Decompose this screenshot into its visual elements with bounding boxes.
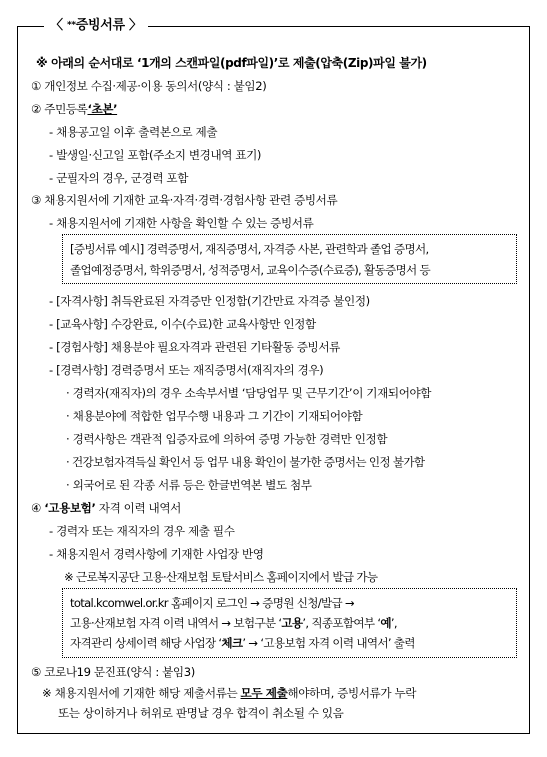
title-text: 증빙서류 xyxy=(75,18,125,33)
item-4-label: ④ xyxy=(31,501,45,515)
item-3-sub: - [경력사항] 경력증명서 또는 재직증명서(재직자의 경우) xyxy=(49,363,324,377)
step-text: ’ → ‘고용보험 자격 이력 내역서’ 출력 xyxy=(242,636,415,650)
item-3-sub: - 채용지원서에 기재한 사항을 확인할 수 있는 증빙서류 xyxy=(49,216,314,230)
footer-notice: 또는 상이하거나 허위로 판명날 경우 합격이 취소될 수 있음 xyxy=(58,706,344,720)
item-4-sub: - 채용지원서 경력사항에 기재한 사업장 반영 xyxy=(49,547,264,561)
item-4-label: 자격 이력 내역서 xyxy=(95,501,181,515)
career-bullet: · 건강보험자격득실 확인서 등 업무 내용 확인이 불가한 증명서는 인정 불가함 xyxy=(66,455,425,469)
title-bracket-left: 〈 xyxy=(50,18,63,33)
notice-part: (압축(Zip)파일 불가) xyxy=(315,56,427,70)
item-2-label: ② 주민등록 xyxy=(31,102,88,116)
career-bullet: · 외국어로 된 각종 서류 등은 한글번역본 별도 첨부 xyxy=(66,478,312,492)
notice-part: 로 제출 xyxy=(277,56,316,70)
item-2-sub: - 군필자의 경우, 군경력 포함 xyxy=(49,171,189,185)
item-4 xyxy=(31,499,181,517)
evidence-examples-line: 졸업예정증명서, 학위증명서, 성적증명서, 교육이수증(수료증), 활동증명서 등 xyxy=(70,263,431,277)
item-3-sub: - [자격사항] 취득완료된 자격증만 인정함(기간만료 자격증 불인정) xyxy=(49,294,370,308)
step-emphasis: 고용 xyxy=(281,616,303,630)
issuance-step-line xyxy=(70,634,415,652)
step-text: ’, 직종포함여부 ‘ xyxy=(302,616,381,630)
step-emphasis: 체크 xyxy=(221,636,243,650)
step-text: 고용·산재보험 자격 이력 내역서 → 보험구분 ‘ xyxy=(70,616,282,630)
footer-text: ※ 채용지원서에 기재한 해당 제출서류는 xyxy=(42,686,241,700)
issuance-step-line: total.kcomwel.or.kr 홈페이지 로그인 → 증명원 신청/발급 → xyxy=(70,596,354,610)
notice-part: ‘1개의 스캔파일(pdf파일)’ xyxy=(136,56,278,70)
issuance-step-line xyxy=(70,614,397,632)
footer-text: 해야하며, 증빙서류가 누락 xyxy=(287,686,417,700)
item-5: ⑤ 코로나19 문진표(양식 : 붙임3) xyxy=(31,665,195,679)
step-text: 자격관리 상세이력 해당 사업장 ‘ xyxy=(70,636,222,650)
item-4-note: ※ 근로복지공단 고용·산재보험 토탈서비스 홈페이지에서 발급 가능 xyxy=(64,570,378,584)
career-bullet: · 채용분야에 적합한 업무수행 내용과 그 기간이 기재되어야함 xyxy=(66,409,363,423)
item-3-sub: - [교육사항] 수강완료, 이수(수료)한 교육사항만 인정함 xyxy=(49,317,316,331)
career-bullet: · 경력자(재직자)의 경우 소속부서별 ‘담당업무 및 근무기간’이 기재되어야함 xyxy=(66,386,432,400)
section-title xyxy=(44,16,148,36)
item-4-emphasis: ‘고용보험’ xyxy=(44,501,96,515)
item-1: ① 개인정보 수집·제공·이용 동의서(양식 : 붙임2) xyxy=(31,79,267,93)
item-4-sub: - 경력자 또는 재직자의 경우 제출 필수 xyxy=(49,524,235,538)
step-emphasis: 예 xyxy=(380,616,391,630)
notice-mark: ※ xyxy=(36,56,48,70)
footer-emphasis: 모두 제출 xyxy=(240,686,288,700)
title-bracket-right: 〉 xyxy=(129,18,142,33)
career-bullet: · 경력사항은 객관적 입증자료에 의하여 증명 가능한 경력만 인정함 xyxy=(66,432,388,446)
footer-notice xyxy=(42,684,416,702)
notice-part: 아래의 순서대로 xyxy=(51,56,137,70)
evidence-examples-line: [증빙서류 예시] 경력증명서, 재직증명서, 자격증 사본, 관련학과 졸업 증명서, xyxy=(70,242,429,256)
item-2-sub: - 채용공고일 이후 출력본으로 제출 xyxy=(49,125,218,139)
item-2 xyxy=(31,100,117,118)
title-dots: ⁎⁎ xyxy=(66,18,76,28)
item-3-sub: - [경험사항] 채용분야 필요자격과 관련된 기타활동 증빙서류 xyxy=(49,340,340,354)
item-2-sub: - 발생일·신고일 포함(주소지 변경내역 표기) xyxy=(49,148,262,162)
submission-notice xyxy=(36,54,427,72)
step-text: ’, xyxy=(390,616,397,630)
item-2-emphasis: ‘초본’ xyxy=(87,102,118,116)
item-3: ③ 채용지원서에 기재한 교육·자격·경력·경험사항 관련 증빙서류 xyxy=(31,193,338,207)
